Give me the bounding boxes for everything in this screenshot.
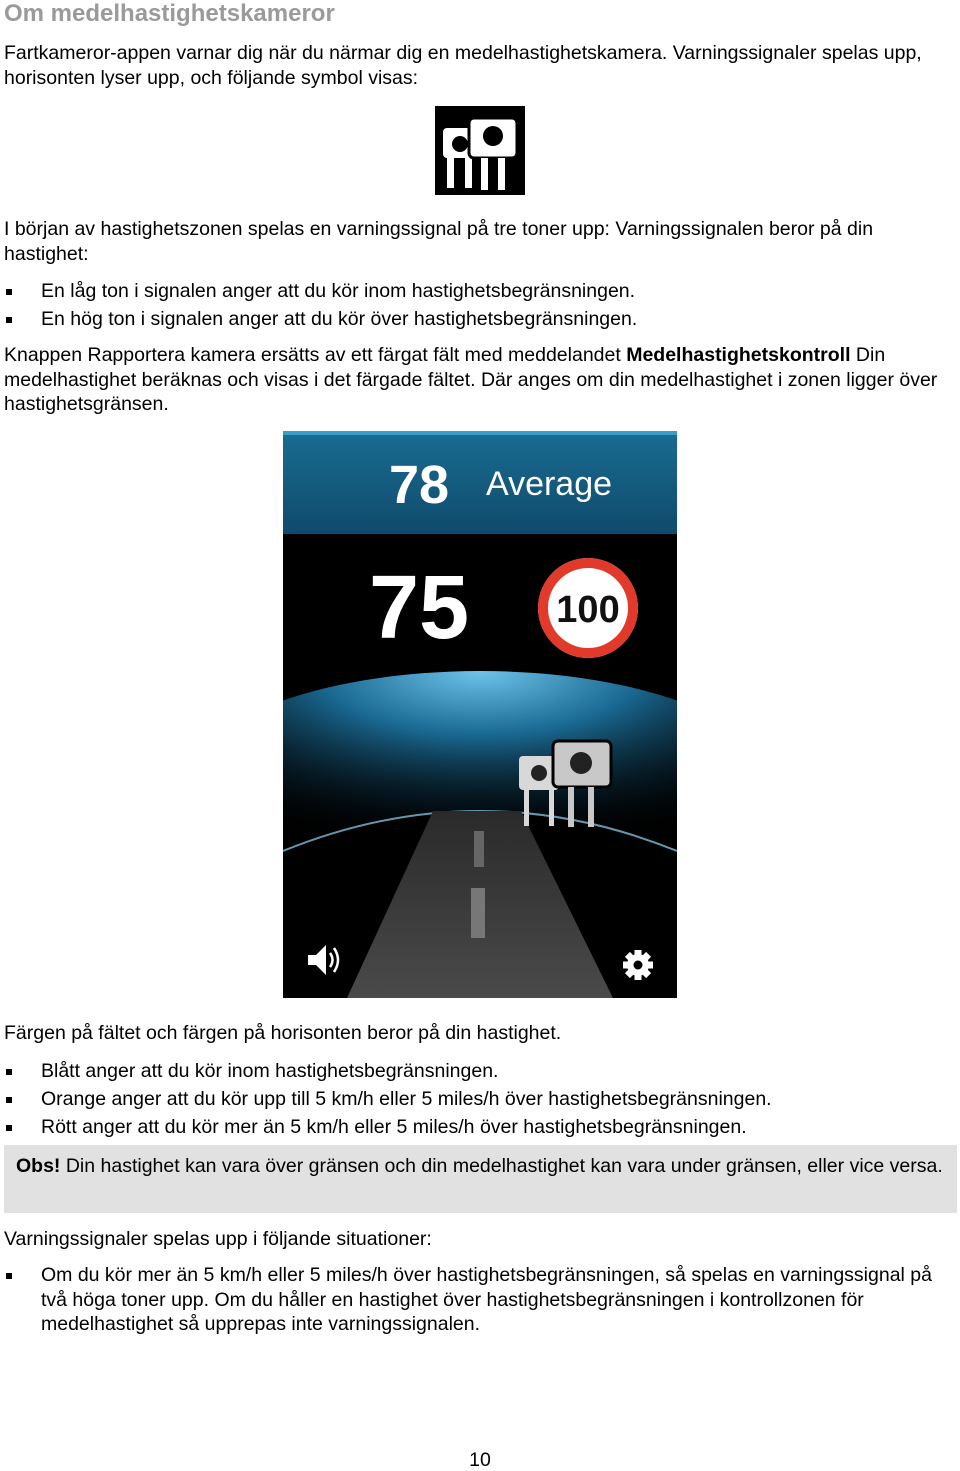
- warnings-paragraph: Varningssignaler spelas upp i följande situationer:: [4, 1228, 432, 1250]
- bullet-icon: [6, 317, 12, 323]
- bullet-icon: [6, 1125, 12, 1131]
- speed-limit-value: 100: [556, 589, 620, 631]
- average-label: Average: [486, 465, 613, 503]
- list-item: Rött anger att du kör mer än 5 km/h eller 5 miles/h över hastighetsbegränsningen.: [0, 1115, 956, 1140]
- list-item: En hög ton i signalen anger att du kör över hastighetsbegränsningen.: [0, 307, 956, 332]
- tone-bullet-list: [0, 279, 956, 332]
- gear-icon[interactable]: [623, 950, 653, 980]
- note-box: [4, 1145, 957, 1213]
- bullet-icon: [6, 289, 12, 295]
- list-item: Blått anger att du kör inom hastighetsbegränsningen.: [0, 1059, 956, 1084]
- warning-bullet-list: [0, 1263, 940, 1337]
- color-paragraph: Färgen på fältet och färgen på horisonten beror på din hastighet.: [4, 1022, 562, 1044]
- average-speed-value: 78: [389, 455, 450, 515]
- bullet-icon: [6, 1097, 12, 1103]
- bold-term: Medelhastighetskontroll: [626, 344, 851, 366]
- speed-camera-icon: [435, 106, 525, 195]
- list-item: En låg ton i signalen anger att du kör inom hastighetsbegränsningen.: [0, 279, 956, 304]
- note-text: Din hastighet kan vara över gränsen och din medelhastighet kan vara under gränsen, eller vice versa.: [60, 1155, 943, 1177]
- report-paragraph: Knappen Rapportera kamera ersätts av ett färgat fält med meddelandet Medelhastighetskontroll Din medelhastighet beräknas och visas i det färgade fältet. Där anges om din medelhastighet i zonen ligger över hastighetsgränsen.: [4, 344, 938, 415]
- bullet-icon: [6, 1069, 12, 1075]
- color-bullet-list: [0, 1059, 956, 1140]
- intro-paragraph: Fartkameror-appen varnar dig när du närmar dig en medelhastighetskamera. Varningssignaler spelas upp, horisonten lyser upp, och följande symbol visas:: [4, 42, 922, 89]
- list-item: Om du kör mer än 5 km/h eller 5 miles/h över hastighetsbegränsningen, så spelas en varningssignal på två höga toner upp. Om du håller en hastighet över hastighetsbegränsningen i kontrollzonen för medelhastighet så upprepas inte varningssignalen.: [0, 1263, 940, 1337]
- zone-start-paragraph: I början av hastighetszonen spelas en varningssignal på tre toner upp: Varningssignalen beror på din hastighet:: [4, 218, 874, 265]
- bullet-icon: [6, 1273, 12, 1279]
- app-screenshot: [283, 431, 677, 998]
- list-item: Orange anger att du kör upp till 5 km/h eller 5 miles/h över hastighetsbegränsningen.: [0, 1087, 956, 1112]
- page-title: Om medelhastighetskameror: [4, 0, 335, 27]
- page-number: 10: [469, 1449, 491, 1471]
- note-label: Obs!: [16, 1155, 61, 1177]
- speed-limit-sign: [538, 558, 638, 658]
- current-speed-value: 75: [369, 558, 470, 658]
